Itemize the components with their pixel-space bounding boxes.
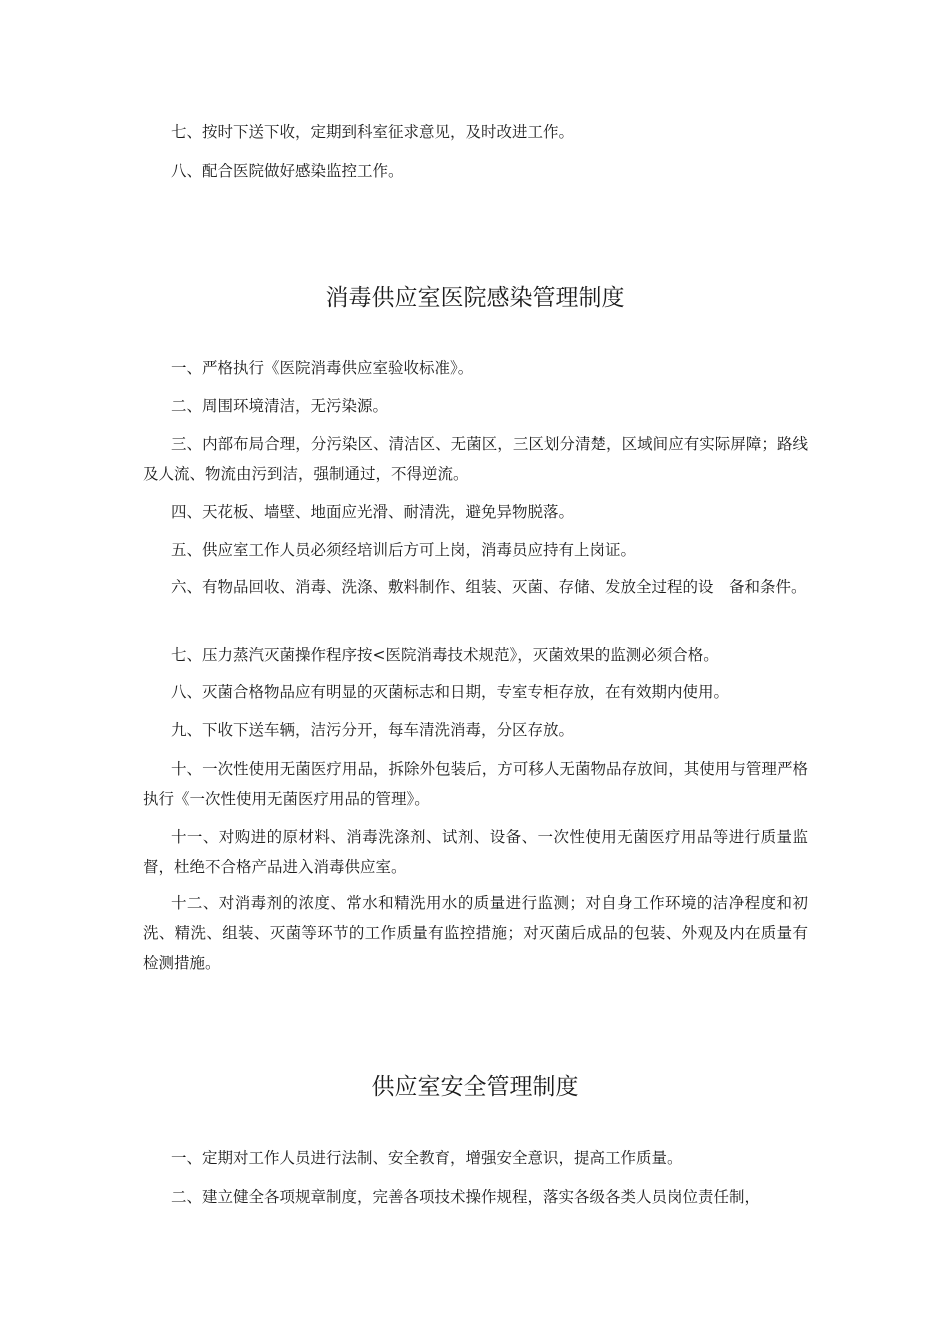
section1-item-9: 九、下收下送车辆，洁污分开，每车清洗消毒，分区存放。 xyxy=(171,721,575,739)
section2-title: 供应室安全管理制度 xyxy=(371,1074,579,1100)
section1-item-10: 十、一次性使用无菌医疗用品，拆除外包装后，方可移人无菌物品存放间，其使用与管理严格执行《一次性使用无菌医疗用品的管理》。 xyxy=(143,760,808,808)
paragraph-top-item-8: 八、配合医院做好感染监控工作。 xyxy=(171,162,404,180)
section1-item-11: 十一、对购进的原材料、消毒洗涤剂、试剂、设备、一次性使用无菌医疗用品等进行质量监督，杜绝不合格产品进入消毒供应室。 xyxy=(143,828,808,876)
section1-item-3: 三、内部布局合理，分污染区、清洁区、无菌区，三区划分清楚，区域间应有实际屏障；路线及人流、物流由污到洁，强制通过，不得逆流。 xyxy=(143,435,808,483)
paragraph-top-item-7: 七、按时下送下收，定期到科室征求意见，及时改进工作。 xyxy=(171,123,575,141)
section2-item-1: 一、定期对工作人员进行法制、安全教育，增强安全意识，提高工作质量。 xyxy=(171,1149,683,1167)
section1-item-6: 六、有物品回收、消毒、洗涤、敷料制作、组装、灭菌、存储、发放全过程的设 备和条件。 xyxy=(171,578,807,596)
section1-title: 消毒供应室医院感染管理制度 xyxy=(325,285,625,311)
section1-item-1: 一、严格执行《医院消毒供应室验收标准》。 xyxy=(171,359,474,377)
section1-item-7: 七、压力蒸汽灭菌操作程序按<医院消毒技术规范》，灭菌效果的监测必须合格。 xyxy=(171,646,719,664)
section1-item-12: 十二、对消毒剂的浓度、常水和精洗用水的质量进行监测；对自身工作环境的洁净程度和初洗、精洗、组装、灭菌等环节的工作质量有监控措施；对灭菌后成品的包装、外观及内在质量有检测措施。 xyxy=(143,894,808,972)
section1-item-5: 五、供应室工作人员必须经培训后方可上岗，消毒员应持有上岗证。 xyxy=(171,541,637,559)
section2-item-2: 二、建立健全各项规章制度，完善各项技术操作规程，落实各级各类人员岗位责任制， xyxy=(171,1188,761,1206)
section1-item-8: 八、灭菌合格物品应有明显的灭菌标志和日期，专室专柜存放，在有效期内使用。 xyxy=(171,683,730,701)
section1-item-2: 二、周围环境清洁，无污染源。 xyxy=(171,397,389,415)
section1-item-4: 四、天花板、墙壁、地面应光滑、耐清洗，避免异物脱落。 xyxy=(171,503,575,521)
